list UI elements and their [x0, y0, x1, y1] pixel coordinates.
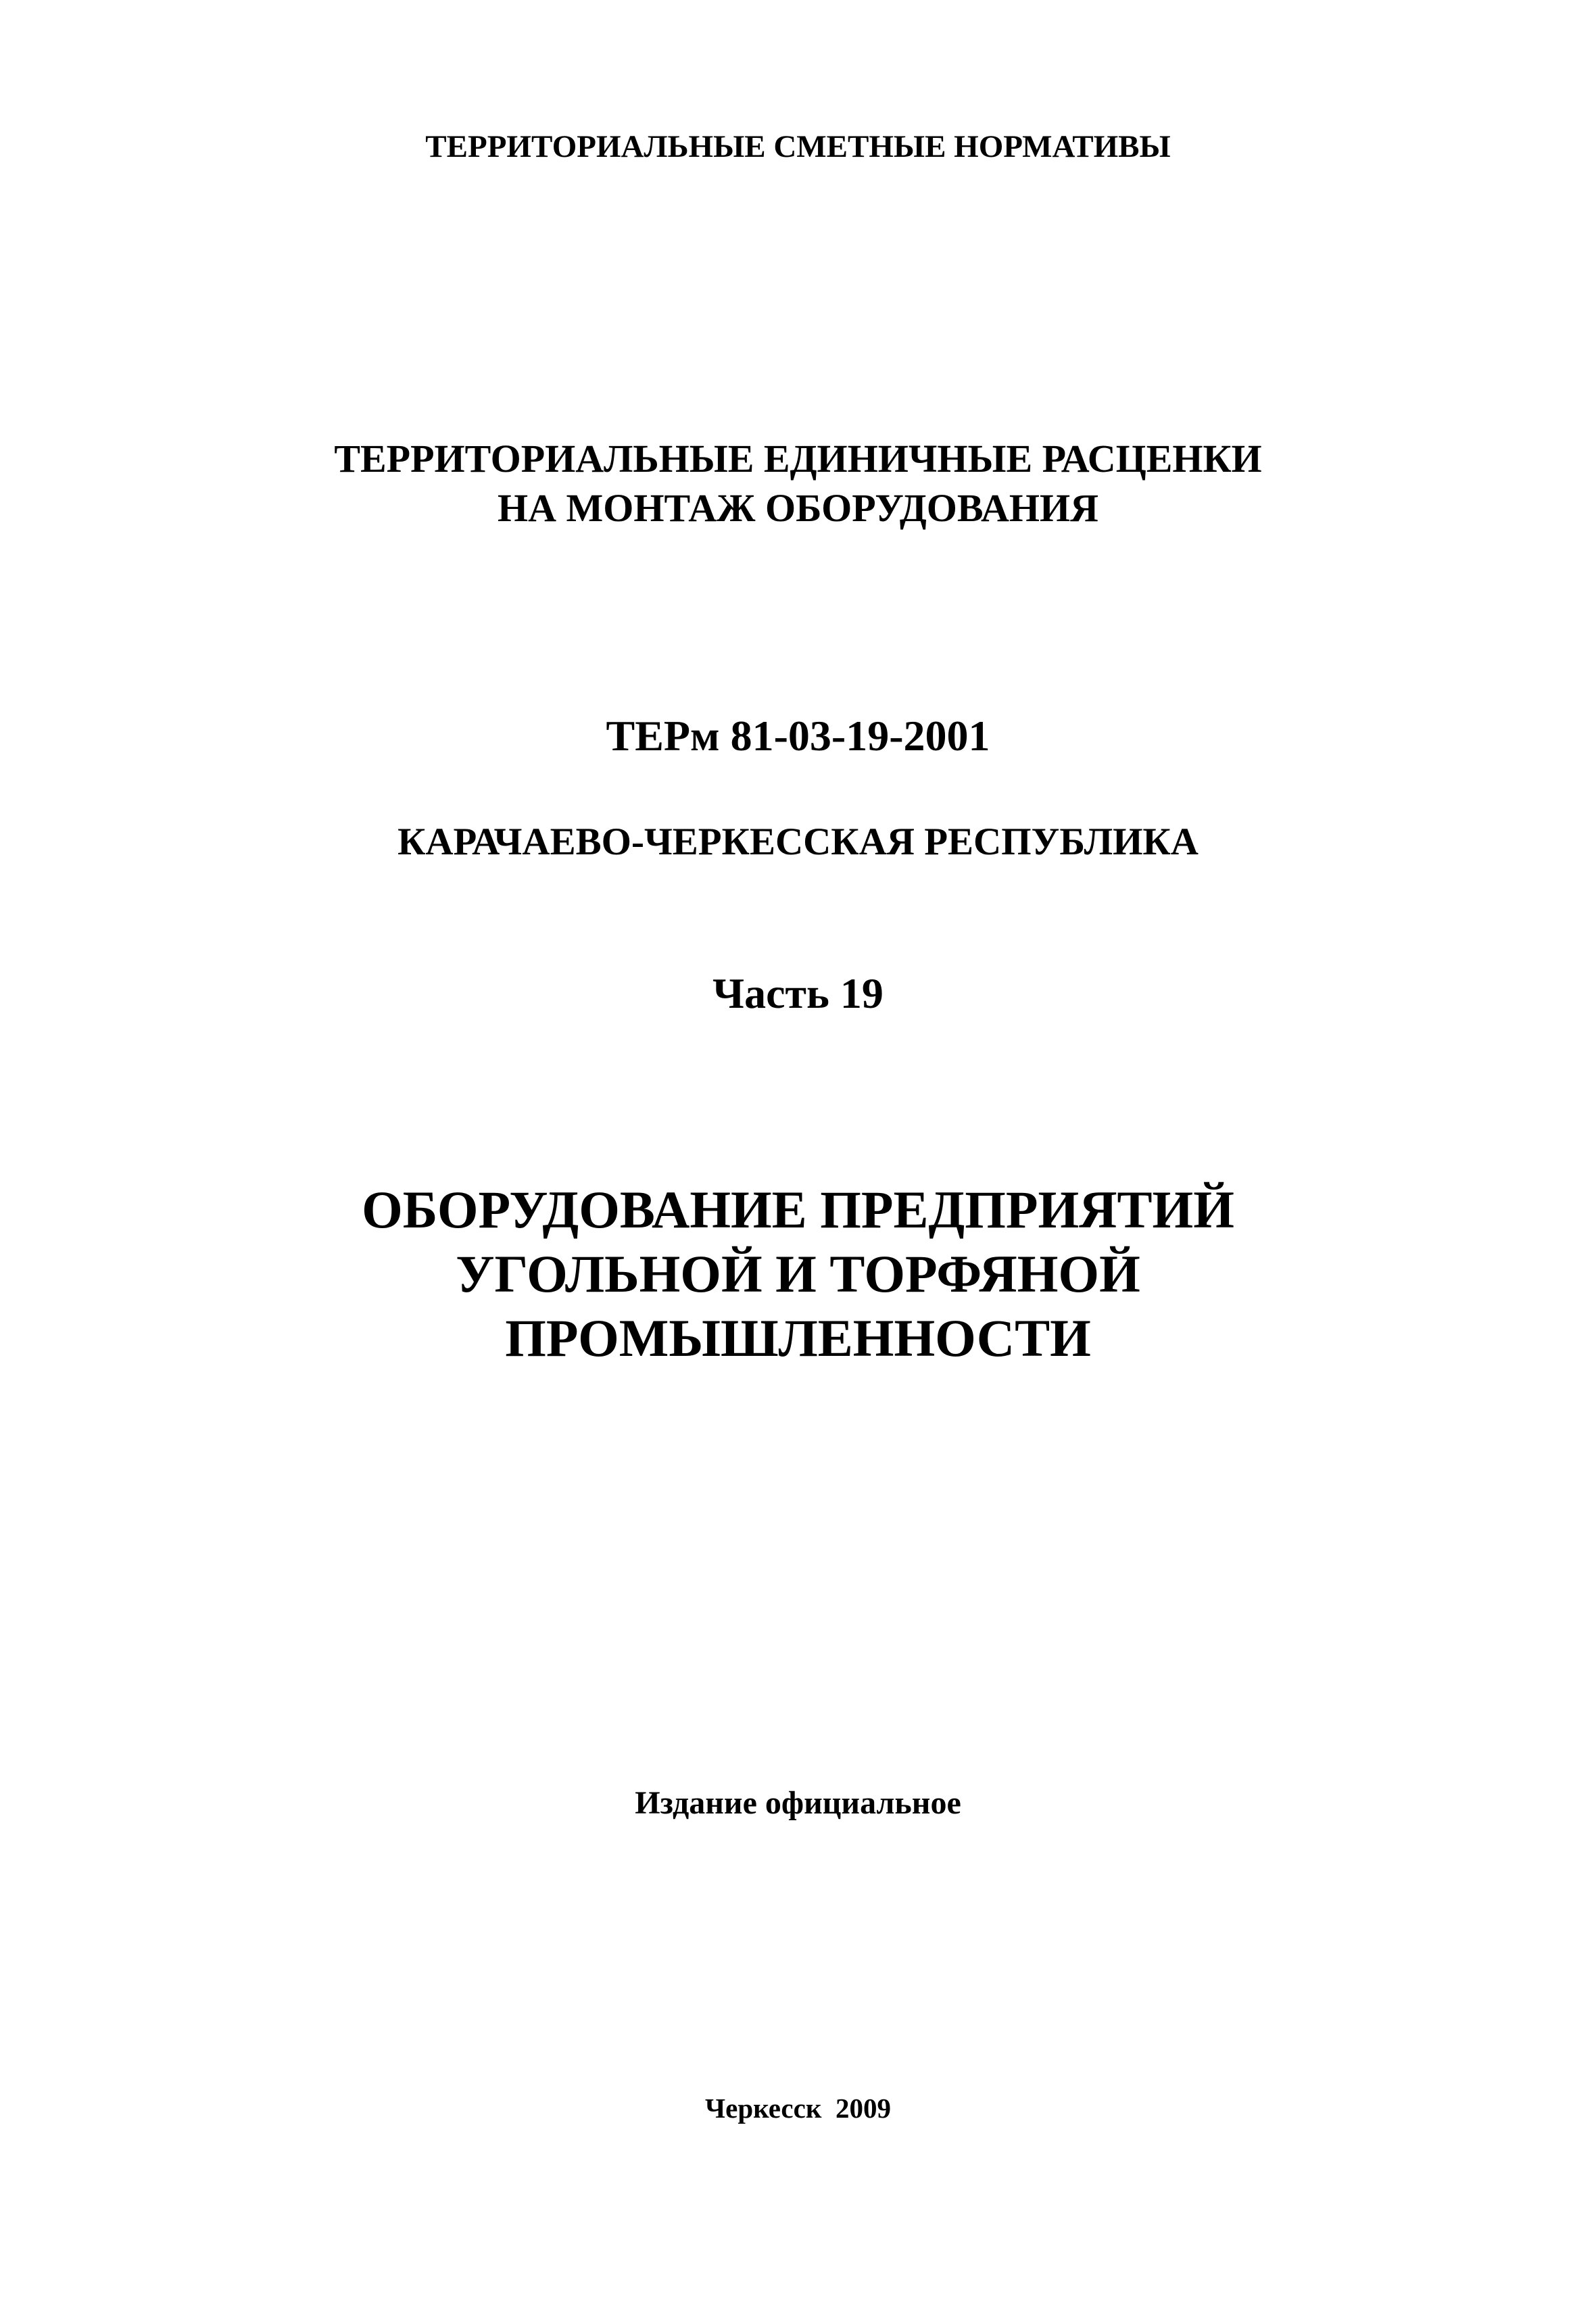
- region-name: КАРАЧАЕВО-ЧЕРКЕССКАЯ РЕСПУБЛИКА: [397, 821, 1199, 863]
- imprint: Черкесск 2009: [705, 2093, 891, 2124]
- main-title-line-2: УГОЛЬНОЙ И ТОРФЯНОЙ: [456, 1244, 1140, 1303]
- document-code: ТЕРм 81-03-19-2001: [606, 712, 990, 760]
- main-title-line-3: ПРОМЫШЛЕННОСТИ: [505, 1309, 1091, 1367]
- part-number: Часть 19: [712, 969, 884, 1017]
- subject-line-1: ТЕРРИТОРИАЛЬНЫЕ ЕДИНИЧНЫЕ РАСЦЕНКИ: [334, 437, 1262, 481]
- series-header: ТЕРРИТОРИАЛЬНЫЕ СМЕТНЫЕ НОРМАТИВЫ: [425, 129, 1171, 164]
- subject-line-2: НА МОНТАЖ ОБОРУДОВАНИЯ: [498, 486, 1098, 530]
- main-title-line-1: ОБОРУДОВАНИЕ ПРЕДПРИЯТИЙ: [362, 1180, 1234, 1239]
- edition-note: Издание официальное: [635, 1785, 961, 1821]
